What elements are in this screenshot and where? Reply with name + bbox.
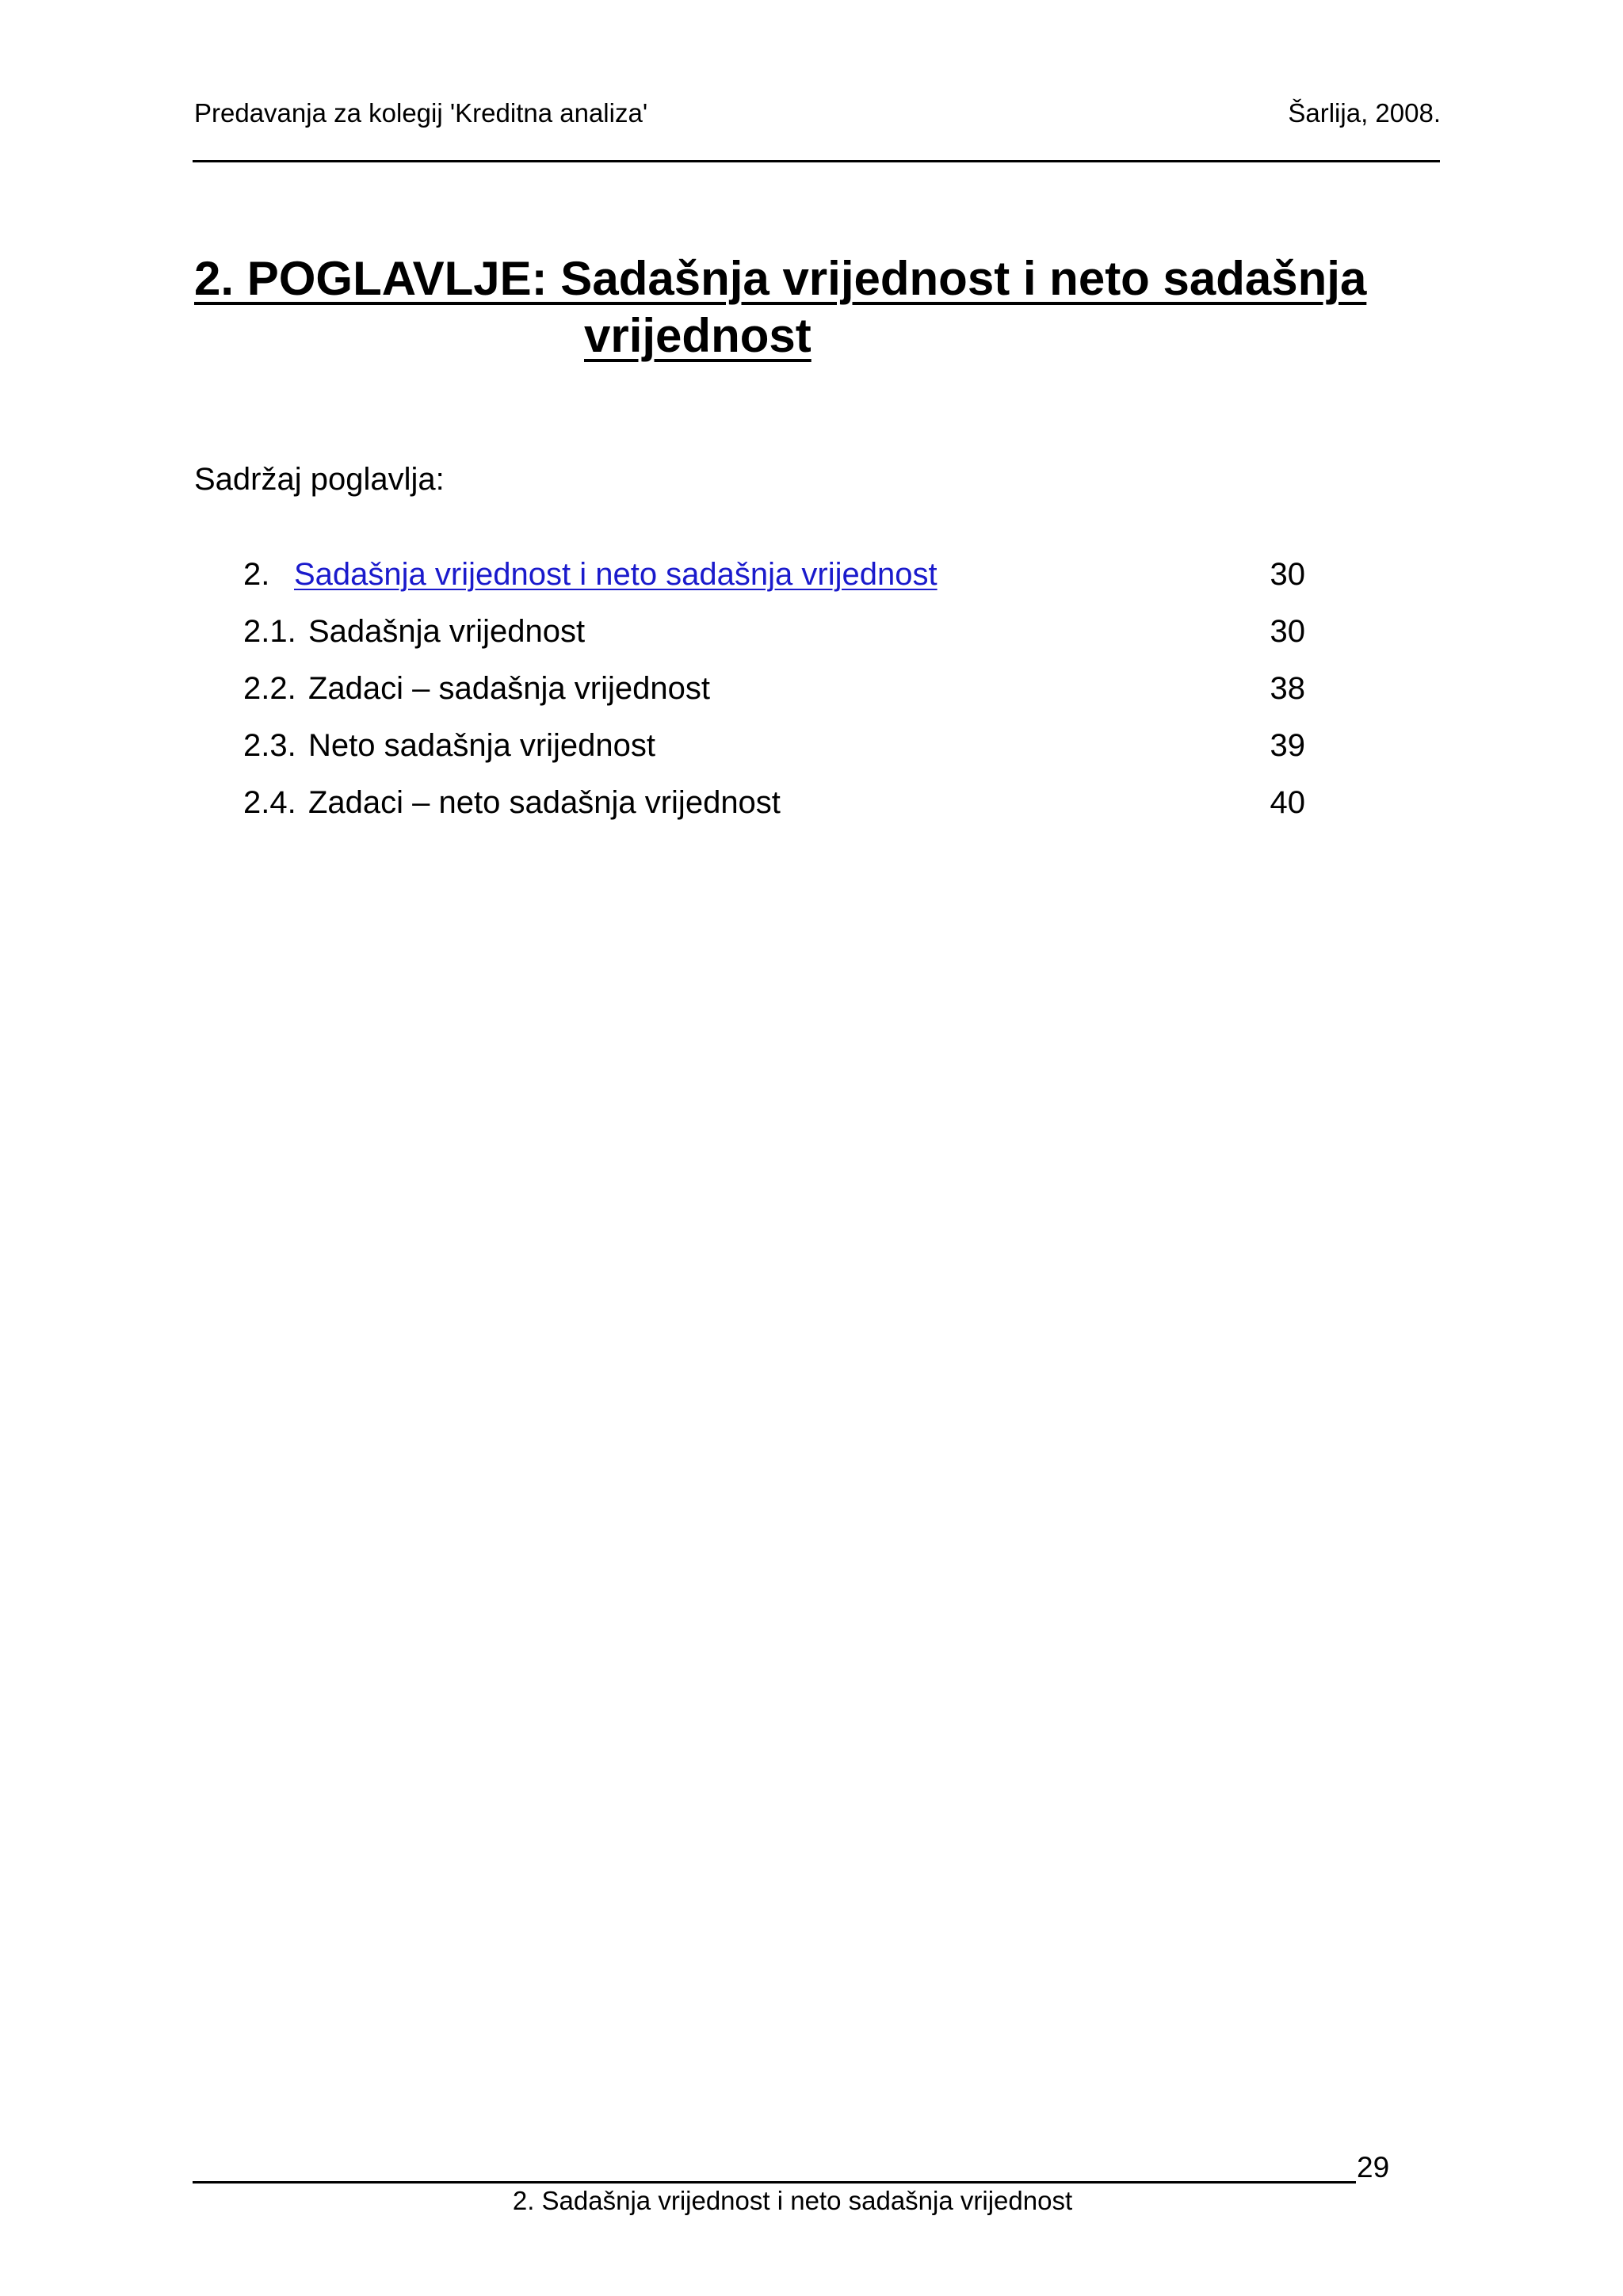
toc-item-page: 30 bbox=[1270, 614, 1305, 649]
toc-item-text: Sadašnja vrijednost bbox=[308, 614, 586, 649]
toc-item-number: 2. bbox=[243, 557, 270, 592]
footer-page-number: 29 bbox=[1357, 2151, 1390, 2183]
toc-item-number: 2.1. bbox=[243, 614, 296, 649]
header-course-title: Predavanja za kolegij 'Kreditna analiza' bbox=[194, 98, 648, 128]
table-of-contents bbox=[243, 555, 1305, 840]
footer-chapter-title: 2. Sadašnja vrijednost i neto sadašnja vrijednost bbox=[512, 2186, 1073, 2215]
toc-item-page: 40 bbox=[1270, 785, 1305, 820]
header-author-year: Šarlija, 2008. bbox=[1288, 98, 1441, 128]
toc-item-2-2 bbox=[243, 669, 1305, 726]
toc-item-page: 38 bbox=[1270, 671, 1305, 706]
chapter-title-line-2: vrijednost bbox=[584, 309, 812, 362]
contents-label: Sadržaj poglavlja: bbox=[194, 462, 445, 497]
toc-item-number: 2.4. bbox=[243, 785, 296, 820]
chapter-title-line-1: 2. POGLAVLJE: Sadašnja vrijednost i neto sadašnja bbox=[194, 252, 1367, 305]
toc-link-chapter-2[interactable]: Sadašnja vrijednost i neto sadašnja vrijednost bbox=[294, 557, 938, 592]
toc-item-text: Neto sadašnja vrijednost bbox=[308, 728, 656, 763]
page-header bbox=[194, 93, 1441, 133]
toc-item-2 bbox=[243, 555, 1305, 612]
toc-item-page: 30 bbox=[1270, 557, 1305, 592]
toc-item-text: Zadaci – neto sadašnja vrijednost bbox=[308, 785, 781, 820]
toc-item-number: 2.3. bbox=[243, 728, 296, 763]
chapter-title bbox=[194, 250, 1430, 364]
toc-item-2-3 bbox=[243, 726, 1305, 783]
toc-item-2-4 bbox=[243, 783, 1305, 840]
toc-item-text: Zadaci – sadašnja vrijednost bbox=[308, 671, 710, 706]
toc-item-number: 2.2. bbox=[243, 671, 296, 706]
header-divider bbox=[193, 160, 1440, 162]
toc-item-page: 39 bbox=[1270, 728, 1305, 763]
toc-item-2-1 bbox=[243, 612, 1305, 669]
